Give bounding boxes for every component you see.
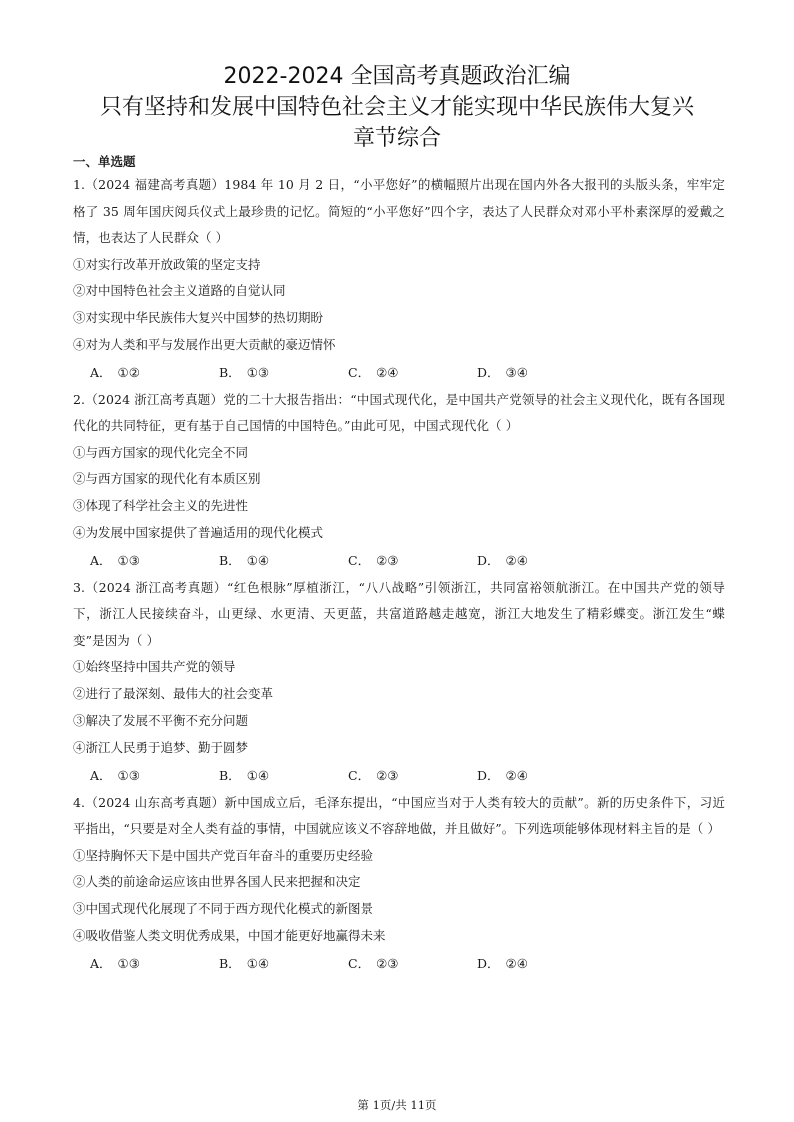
statement-option: ④吸收借鉴人类文明优秀成果，中国才能更好地赢得未来 <box>73 927 386 943</box>
statement-option: ②对中国特色社会主义道路的自觉认同 <box>73 283 286 299</box>
question-stem: 2.（2024 浙江高考真题）党的二十大报告指出：“中国式现代化，是中国共产党领导的社会主义现代化，既有各国现代化的共同特征，更有基于自己国情的中国特色。”由此可见，中国式现代化（ ） <box>73 391 725 434</box>
statement-option: ③体现了科学社会主义的先进性 <box>73 498 249 514</box>
choice-letter: C． <box>348 767 371 783</box>
choice-letter: B． <box>219 767 241 783</box>
question-2 <box>73 387 725 575</box>
choice-c <box>348 950 477 978</box>
statement-option: ②与西方国家的现代化有本质区别 <box>73 471 261 487</box>
choice-d <box>477 950 606 978</box>
choice-letter: D． <box>477 552 500 568</box>
document-title-line-1: 2022-2024 全国高考真题政治汇编 <box>223 64 571 89</box>
answer-choices <box>73 950 725 978</box>
choice-b <box>219 762 348 790</box>
statement-option: ②进行了最深刻、最伟大的社会变革 <box>73 686 274 702</box>
question-3 <box>73 575 725 790</box>
choice-b <box>219 359 348 387</box>
statement-option: ③中国式现代化展现了不同于西方现代化模式的新图景 <box>73 901 374 917</box>
statement-option: ①坚持胸怀天下是中国共产党百年奋斗的重要历史经验 <box>73 847 374 863</box>
choice-letter: A． <box>90 552 112 568</box>
statement-option: ②人类的前途命运应该由世界各国人民来把握和决定 <box>73 874 361 890</box>
choice-d <box>477 762 606 790</box>
choice-a <box>90 359 219 387</box>
question-list <box>73 172 725 978</box>
choice-letter: D． <box>477 767 500 783</box>
choice-text: ①③ <box>117 552 140 568</box>
statement-option: ④为发展中国家提供了普遍适用的现代化模式 <box>73 525 324 541</box>
choice-letter: D． <box>477 955 500 971</box>
choice-text: ①② <box>117 364 140 380</box>
choice-text: ②③ <box>376 552 399 568</box>
choice-c <box>348 547 477 575</box>
choice-text: ②③ <box>376 955 399 971</box>
question-stem: 3.（2024 浙江高考真题）“红色根脉”厚植浙江，“八八战略”引领浙江，共同富裕领航浙江。在中国共产党的领导下，浙江人民接续奋斗，山更绿、水更清、天更蓝，共富道路越走越宽，浙江大地发生了精彩蝶变。浙江发生“蝶变”是因为（ ） <box>73 579 725 648</box>
choice-letter: C． <box>348 552 371 568</box>
choice-letter: C． <box>348 955 371 971</box>
choice-text: ①④ <box>246 955 270 971</box>
choice-a <box>90 547 219 575</box>
statement-option: ①对实行改革开放政策的坚定支持 <box>73 256 261 272</box>
statement-option: ①始终坚持中国共产党的领导 <box>73 659 236 675</box>
choice-letter: B． <box>219 552 241 568</box>
choice-text: ②③ <box>376 767 399 783</box>
choice-letter: A． <box>90 767 112 783</box>
choice-text: ②④ <box>505 955 528 971</box>
choice-d <box>477 547 606 575</box>
choice-text: ③④ <box>505 364 528 380</box>
statement-option: ①与西方国家的现代化完全不同 <box>73 444 249 460</box>
choice-b <box>219 547 348 575</box>
choice-text: ①③ <box>117 767 140 783</box>
choice-letter: D． <box>477 364 500 380</box>
choice-text: ②④ <box>376 364 399 380</box>
choice-text: ①④ <box>246 767 270 783</box>
question-4 <box>73 790 725 978</box>
choice-text: ②④ <box>505 552 528 568</box>
choice-text: ①③ <box>117 955 140 971</box>
document-title-line-2: 只有坚持和发展中国特色社会主义才能实现中华民族伟大复兴 <box>99 95 694 120</box>
question-1 <box>73 172 725 387</box>
question-stem: 4.（2024 山东高考真题）新中国成立后，毛泽东提出，“中国应当对于人类有较大的贡献”。新的历史条件下，习近平指出，“只要是对全人类有益的事情，中国就应该义不容辞地做，并且做好”。下列选项能够体现材料主旨的是（ ） <box>73 794 725 837</box>
choice-letter: C． <box>348 364 371 380</box>
statement-option: ③解决了发展不平衡不充分问题 <box>73 712 249 728</box>
statement-option: ④对为人类和平与发展作出更大贡献的豪迈情怀 <box>73 336 336 352</box>
question-stem: 1.（2024 福建高考真题）1984 年 10 月 2 日，“小平您好”的横幅照片出现在国内外各大报刊的头版头条，牢牢定格了 35 周年国庆阅兵仪式上最珍贵的记忆。简短的“小平您好”四个字，表达了人民群众对邓小平朴素深厚的爱戴之情，也表达了人民群众（ ） <box>73 177 725 245</box>
choice-letter: B． <box>219 955 241 971</box>
statement-option: ④浙江人民勇于追梦、勤于圆梦 <box>73 739 249 755</box>
statement-option: ③对实现中华民族伟大复兴中国梦的热切期盼 <box>73 310 324 326</box>
choice-b <box>219 950 348 978</box>
page-number: 第 1页/共 11页 <box>357 1098 437 1112</box>
choice-a <box>90 950 219 978</box>
choice-c <box>348 359 477 387</box>
choice-c <box>348 762 477 790</box>
answer-choices <box>73 547 725 575</box>
choice-letter: B． <box>219 364 241 380</box>
choice-letter: A． <box>90 364 112 380</box>
section-heading: 一、单选题 <box>73 154 136 169</box>
answer-choices <box>73 359 725 387</box>
choice-text: ①④ <box>246 552 270 568</box>
choice-letter: A． <box>90 955 112 971</box>
choice-text: ②④ <box>505 767 528 783</box>
choice-d <box>477 359 606 387</box>
document-title-line-3: 章节综合 <box>352 126 441 151</box>
choice-text: ①③ <box>246 364 270 380</box>
choice-a <box>90 762 219 790</box>
answer-choices <box>73 762 725 790</box>
